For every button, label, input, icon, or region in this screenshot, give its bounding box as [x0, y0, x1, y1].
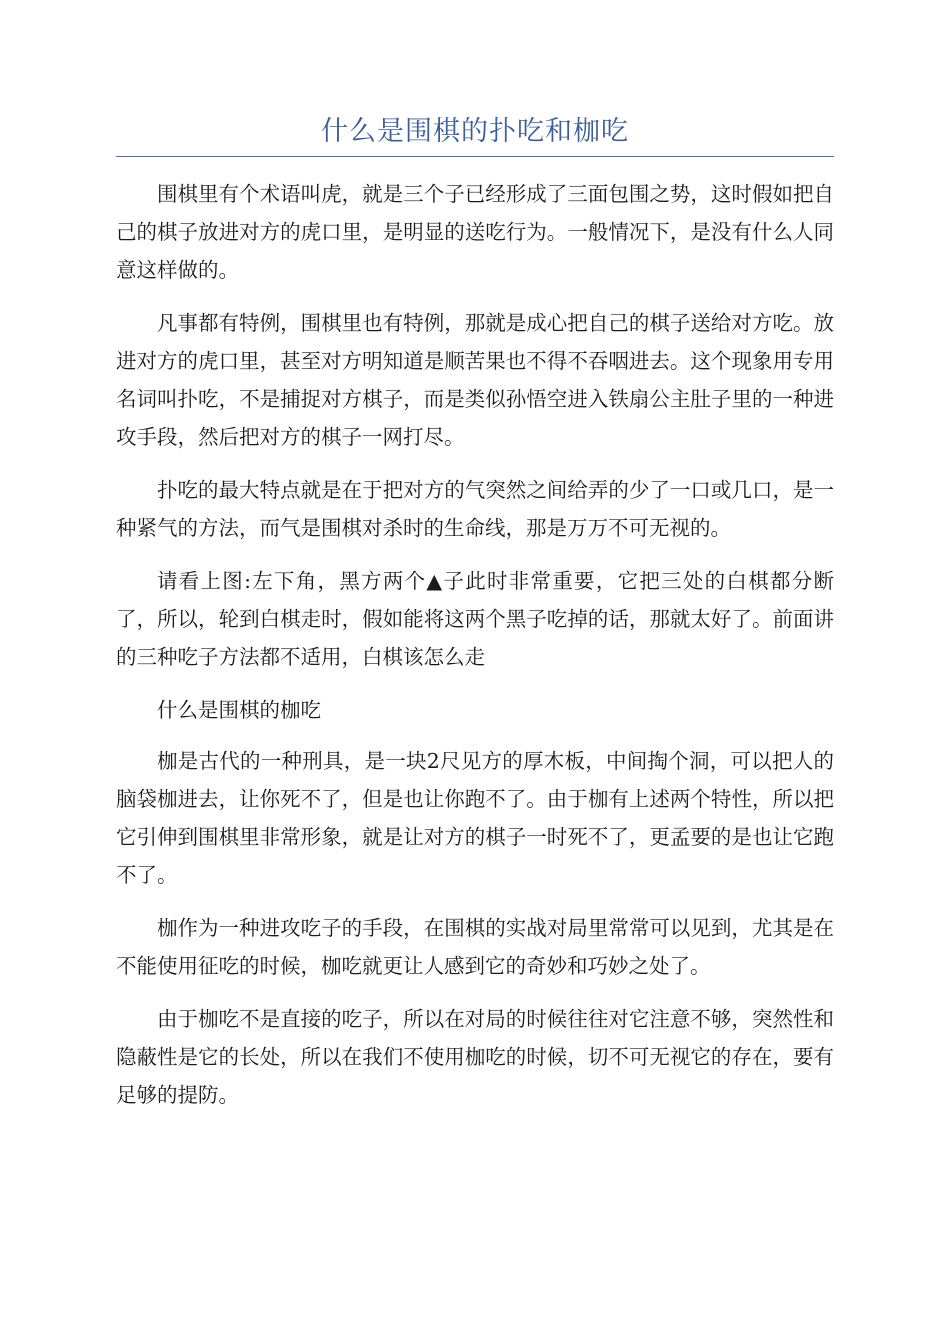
page-title: 什么是围棋的扑吃和枷吃 [321, 116, 629, 147]
paragraph-intro-tiger: 围棋里有个术语叫虎，就是三个子已经形成了三面包围之势，这时假如把自己的棋子放进对方的虎口里，是明显的送吃行为。一般情况下，是没有什么人同意这样做的。 [116, 182, 834, 282]
paragraph-jia-attack: 枷作为一种进攻吃子的手段，在围棋的实战对局里常常可以见到，尤其是在不能使用征吃的时候，枷吃就更让人感到它的奇妙和巧妙之处了。 [116, 916, 834, 978]
section-heading-jia-chi: 什么是围棋的枷吃 [157, 698, 321, 722]
paragraph-jia-caution: 由于枷吃不是直接的吃子，所以在对局的时候往往对它注意不够，突然性和隐蔽性是它的长处，所以在我们不使用枷吃的时候，切不可无视它的存在，要有足够的提防。 [116, 1007, 834, 1107]
paragraph-special-case: 凡事都有特例，围棋里也有特例，那就是成心把自己的棋子送给对方吃。放进对方的虎口里，甚至对方明知道是顺苦果也不得不吞咽进去。这个现象用专用名词叫扑吃，不是捕捉对方棋子，而是类似孙悟空进入铁扇公主肚子里的一种进攻手段，然后把对方的棋子一网打尽。 [116, 311, 834, 449]
document-body [116, 175, 834, 1129]
title-block [116, 108, 834, 157]
paragraph-pu-chi-feature: 扑吃的最大特点就是在于把对方的气突然之间给弄的少了一口或几口，是一种紧气的方法，而气是围棋对杀时的生命线，那是万万不可无视的。 [116, 478, 834, 540]
paragraph-jia-definition: 枷是古代的一种刑具，是一块2尺见方的厚木板，中间掏个洞，可以把人的脑袋枷进去，让你死不了，但是也让你跑不了。由于枷有上述两个特性，所以把它引伸到围棋里非常形象，就是让对方的棋子一时死不了，更孟要的是也让它跑不了。 [116, 749, 834, 887]
paragraph-see-figure: 请看上图:左下角，黑方两个▲子此时非常重要，它把三处的白棋都分断了，所以，轮到白棋走时，假如能将这两个黑子吃掉的话，那就太好了。前面讲的三种吃子方法都不适用，白棋该怎么走 [116, 569, 834, 669]
